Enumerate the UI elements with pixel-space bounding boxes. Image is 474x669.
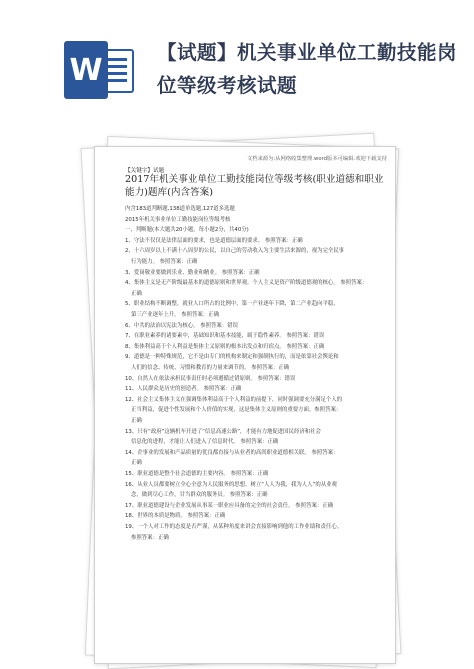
document-line: 15、职业道德是整个社会道德的主要内容。 参照答案：正确 (125, 471, 269, 477)
document-line: 6、中共的法治以宪法为核心。 参照答案：错误 (125, 322, 238, 329)
document-line: 17、职业道德建设与企业发展从事某一职业应具备的完全的社会责任。 参照答案：正确 (125, 502, 334, 509)
document-title-heading: 【试题】机关事业单位工勤技能岗位等级考核试题 (157, 41, 458, 97)
document-line: 一、判断题(本大题共20小题，每小题2分，共40分) (125, 227, 249, 234)
document-line: 16、从业人员都要树立全心全意为人民服务的思想，树立“人人为我，我为人人”的从业观 (125, 481, 337, 488)
document-line: 10、自然人在依法承担民事责任时必须遵循过错原则。 参照答案：错误 (125, 375, 296, 382)
document-line: 正确 (131, 418, 142, 424)
page-title: 2017年机关事业单位工勤技能岗位等级考核(职业道德和职业能力)题库(内含答案) (125, 174, 384, 198)
document-line: 7、在职业素养的诸要素中，基础知识和基本技能，属于隐性素养。 参照答案：错误 (125, 333, 325, 340)
word-letter-badge: W (64, 41, 108, 99)
document-line: 11、人民群众是历史的创造者。 参照答案：正确 (125, 386, 242, 393)
document-line: 4、集体主义是无产阶级最基本的道德原则和世界观。个人主义是资产阶级道德观的核心。 参照答案： (125, 280, 368, 287)
document-line: 正确 (131, 460, 142, 467)
keyword-tag: 【关键字】试题 (125, 168, 165, 174)
document-line: 信息化的进程，才能让人们进入了信息时代。 参照答案：正确 (131, 439, 279, 446)
document-line: 正确 (131, 290, 142, 297)
document-line: 内含183道判断题,138道单选题,127道多选题 (125, 206, 235, 212)
document-line: 14、企事业的发展和产品质量的优良都直接与从业者的高尚职业道德相关联。 参照答案： (125, 449, 339, 456)
document-line: 12、社会主义集体主义在强调集体利益高于个人利益的前提下，同时强调要充分满足个人的 (125, 396, 343, 403)
document-line: 2015年机关事业单位工勤技能岗位等级考核 (125, 216, 231, 223)
document-line: 8、集体利益高于个人利益是集体主义原则的根本出发点和归宿点。 参照答案：正确 (125, 343, 325, 350)
document-line: 18、世界的本质是物质。 参照答案：正确 (125, 513, 226, 520)
document-line: 3、爱岗敬业要做到乐业、勤业和精业。 参照答案：正确 (125, 269, 260, 276)
document-line: 参照答案：正确 (131, 534, 169, 541)
document-line: 正当利益，促进个性发展和个人价值的实现，这是集体主义原则的重要方面。参照答案： (131, 407, 342, 414)
document-line: 念，做到尽心工作，甘当群众的服务员。 参照答案：正确 (131, 492, 268, 499)
source-note: 文档来源为:从网络收集整理.word版本可编辑.欢迎下载支持 (246, 156, 387, 162)
document-line: 5、职业结构不断调整，就业人口所占的比例中，第一产业逐年下降，第二产业趋向平稳， (125, 301, 339, 308)
document-line: 1、守法不仅仅是法律层面的要求，也是道德层面的要求。 参照答案：正确 (125, 237, 303, 244)
word-document-icon (64, 41, 134, 99)
document-preview-page (94, 146, 396, 664)
document-line: 19、一个人对工作的态度是否严谨，从某种角度来讲会直接影响到他的工作业绩和责任心。 (125, 524, 343, 530)
document-line: 9、道德是一种特殊规范，它不是由专门的机构来制定和强制执行的，而是依靠社会舆论和 (125, 354, 339, 361)
document-line: 行为能力。 参照答案：正确 (131, 259, 198, 265)
document-line: 第三产业逐年上升。 参照答案：正确 (131, 312, 219, 318)
header-banner (0, 0, 474, 132)
document-line: 13、只有“政府”这辆机车开进了“信息高速公路”，才能有力地促进国民经济和社会 (125, 428, 321, 435)
document-line: 2、十六周岁以上不满十八周岁的公民，以自己的劳动收入为主要生活来源的，视为完全民事 (125, 248, 345, 255)
document-line: 人们的信念、传统、习惯和教育的力量来调节的。 参照答案：正确 (131, 365, 290, 371)
